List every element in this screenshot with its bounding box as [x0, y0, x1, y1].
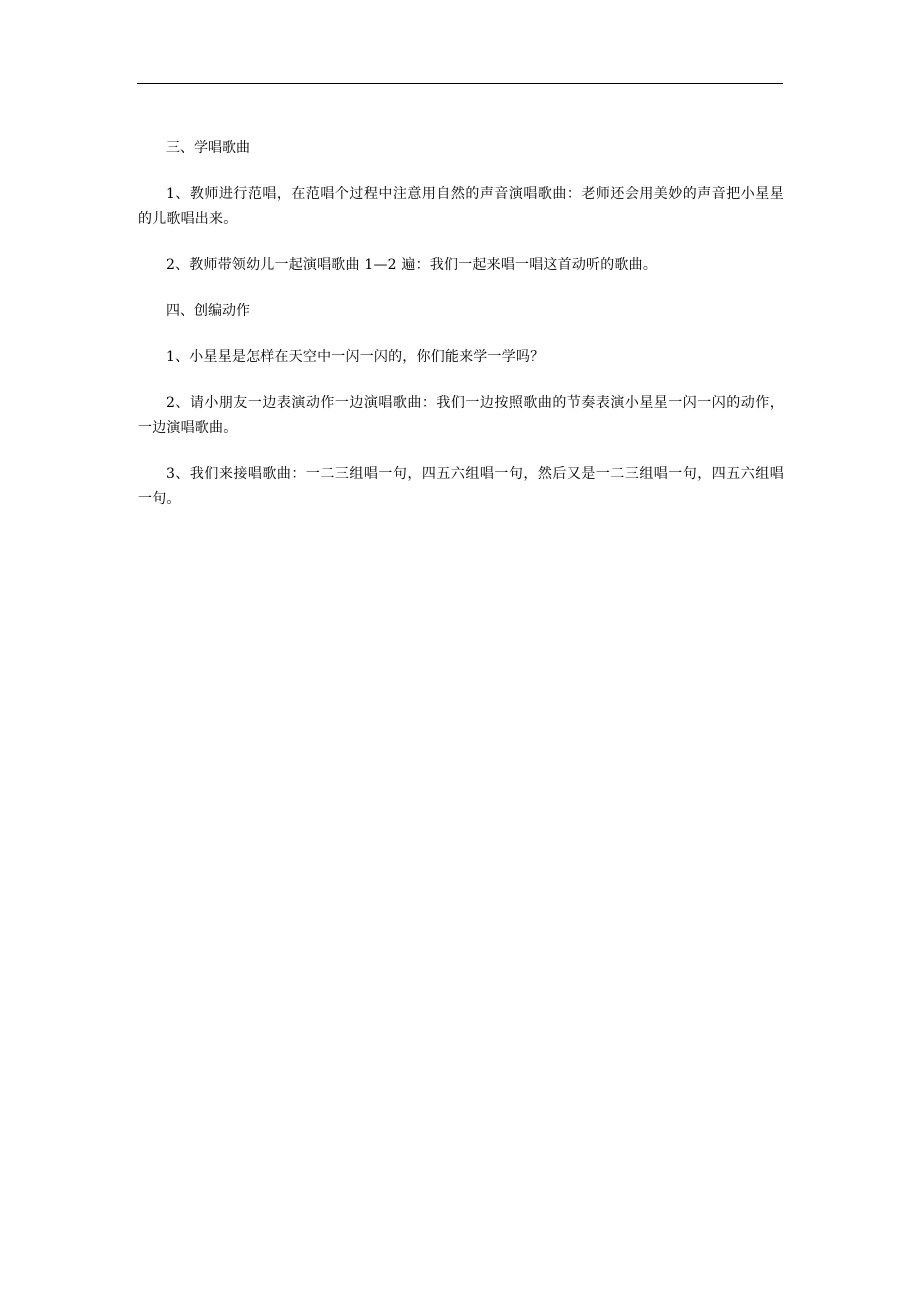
paragraph: 1、教师进行范唱，在范唱个过程中注意用自然的声音演唱歌曲：老师还会用美妙的声音把小星星的儿歌唱出来。 [138, 186, 784, 227]
paragraph: 1、小星星是怎样在天空中一闪一闪的，你们能来学一学吗？ [166, 349, 545, 365]
paragraph: 2、教师带领幼儿一起演唱歌曲 1—2 遍：我们一起来唱一唱这首动听的歌曲。 [166, 257, 658, 273]
paragraph: 3、我们来接唱歌曲：一二三组唱一句，四五六组唱一句，然后又是一二三组唱一句，四五六组唱一句。 [138, 466, 784, 507]
paragraph: 2、请小朋友一边表演动作一边演唱歌曲：我们一边按照歌曲的节奏表演小星星一闪一闪的动作，一边演唱歌曲。 [138, 395, 784, 436]
section-heading-movement: 四、创编动作 [166, 303, 250, 319]
header-rule [137, 83, 783, 84]
document-content [138, 136, 784, 533]
section-heading-sing: 三、学唱歌曲 [166, 140, 250, 156]
